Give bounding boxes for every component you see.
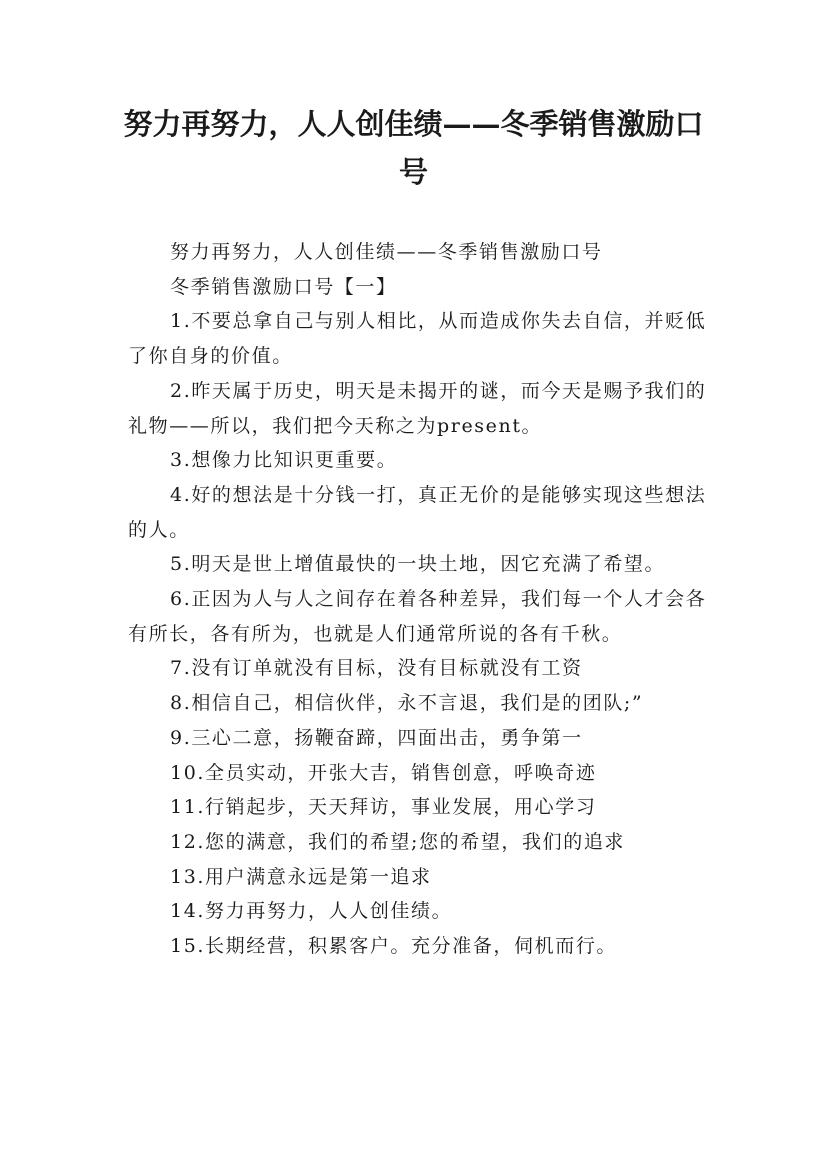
paragraph: 冬季销售激励口号【一】 [170,275,397,298]
paragraph: 3.想像力比知识更重要。 [170,449,398,472]
paragraph: 5.明天是世上增值最快的一块土地，因它充满了希望。 [170,553,666,576]
paragraph: 14.努力再努力，人人创佳绩。 [170,900,453,923]
paragraph: 11.行销起步，天天拜访，事业发展，用心学习 [170,796,597,819]
paragraph: 2.昨天属于历史，明天是未揭开的谜，而今天是赐予我们的礼物——所以，我们把今天称之为present。 [128,379,707,437]
paragraph: 6.正因为人与人之间存在着各种差异，我们每一个人才会各有所长，各有所为，也就是人们通常所说的各有千秋。 [128,588,707,645]
paragraph: 1.不要总拿自己与别人相比，从而造成你失去自信，并贬低了你自身的价值。 [128,310,707,368]
paragraph: 努力再努力，人人创佳绩——冬季销售激励口号 [170,241,603,263]
paragraph: 10.全员实动，开张大吉，销售创意，呼唤奇迹 [170,761,597,784]
paragraph: 7.没有订单就没有目标，没有目标就没有工资 [170,657,583,680]
paragraph: 8.相信自己，相信伙伴，永不言退，我们是的团队;” [170,692,644,715]
paragraph: 9.三心二意，扬鞭奋蹄，四面出击，勇争第一 [170,726,583,749]
paragraph: 13.用户满意永远是第一追求 [170,865,432,888]
paragraph: 4.好的想法是十分钱一打，真正无价的是能够实现这些想法的人。 [128,483,707,541]
document-title: 努力再努力，人人创佳绩——冬季销售激励口号 [123,107,704,189]
paragraph: 12.您的满意，我们的希望;您的希望，我们的追求 [170,830,626,853]
document-body [128,235,718,964]
paragraph: 15.长期经营，积累客户。充分准备，伺机而行。 [170,935,618,958]
